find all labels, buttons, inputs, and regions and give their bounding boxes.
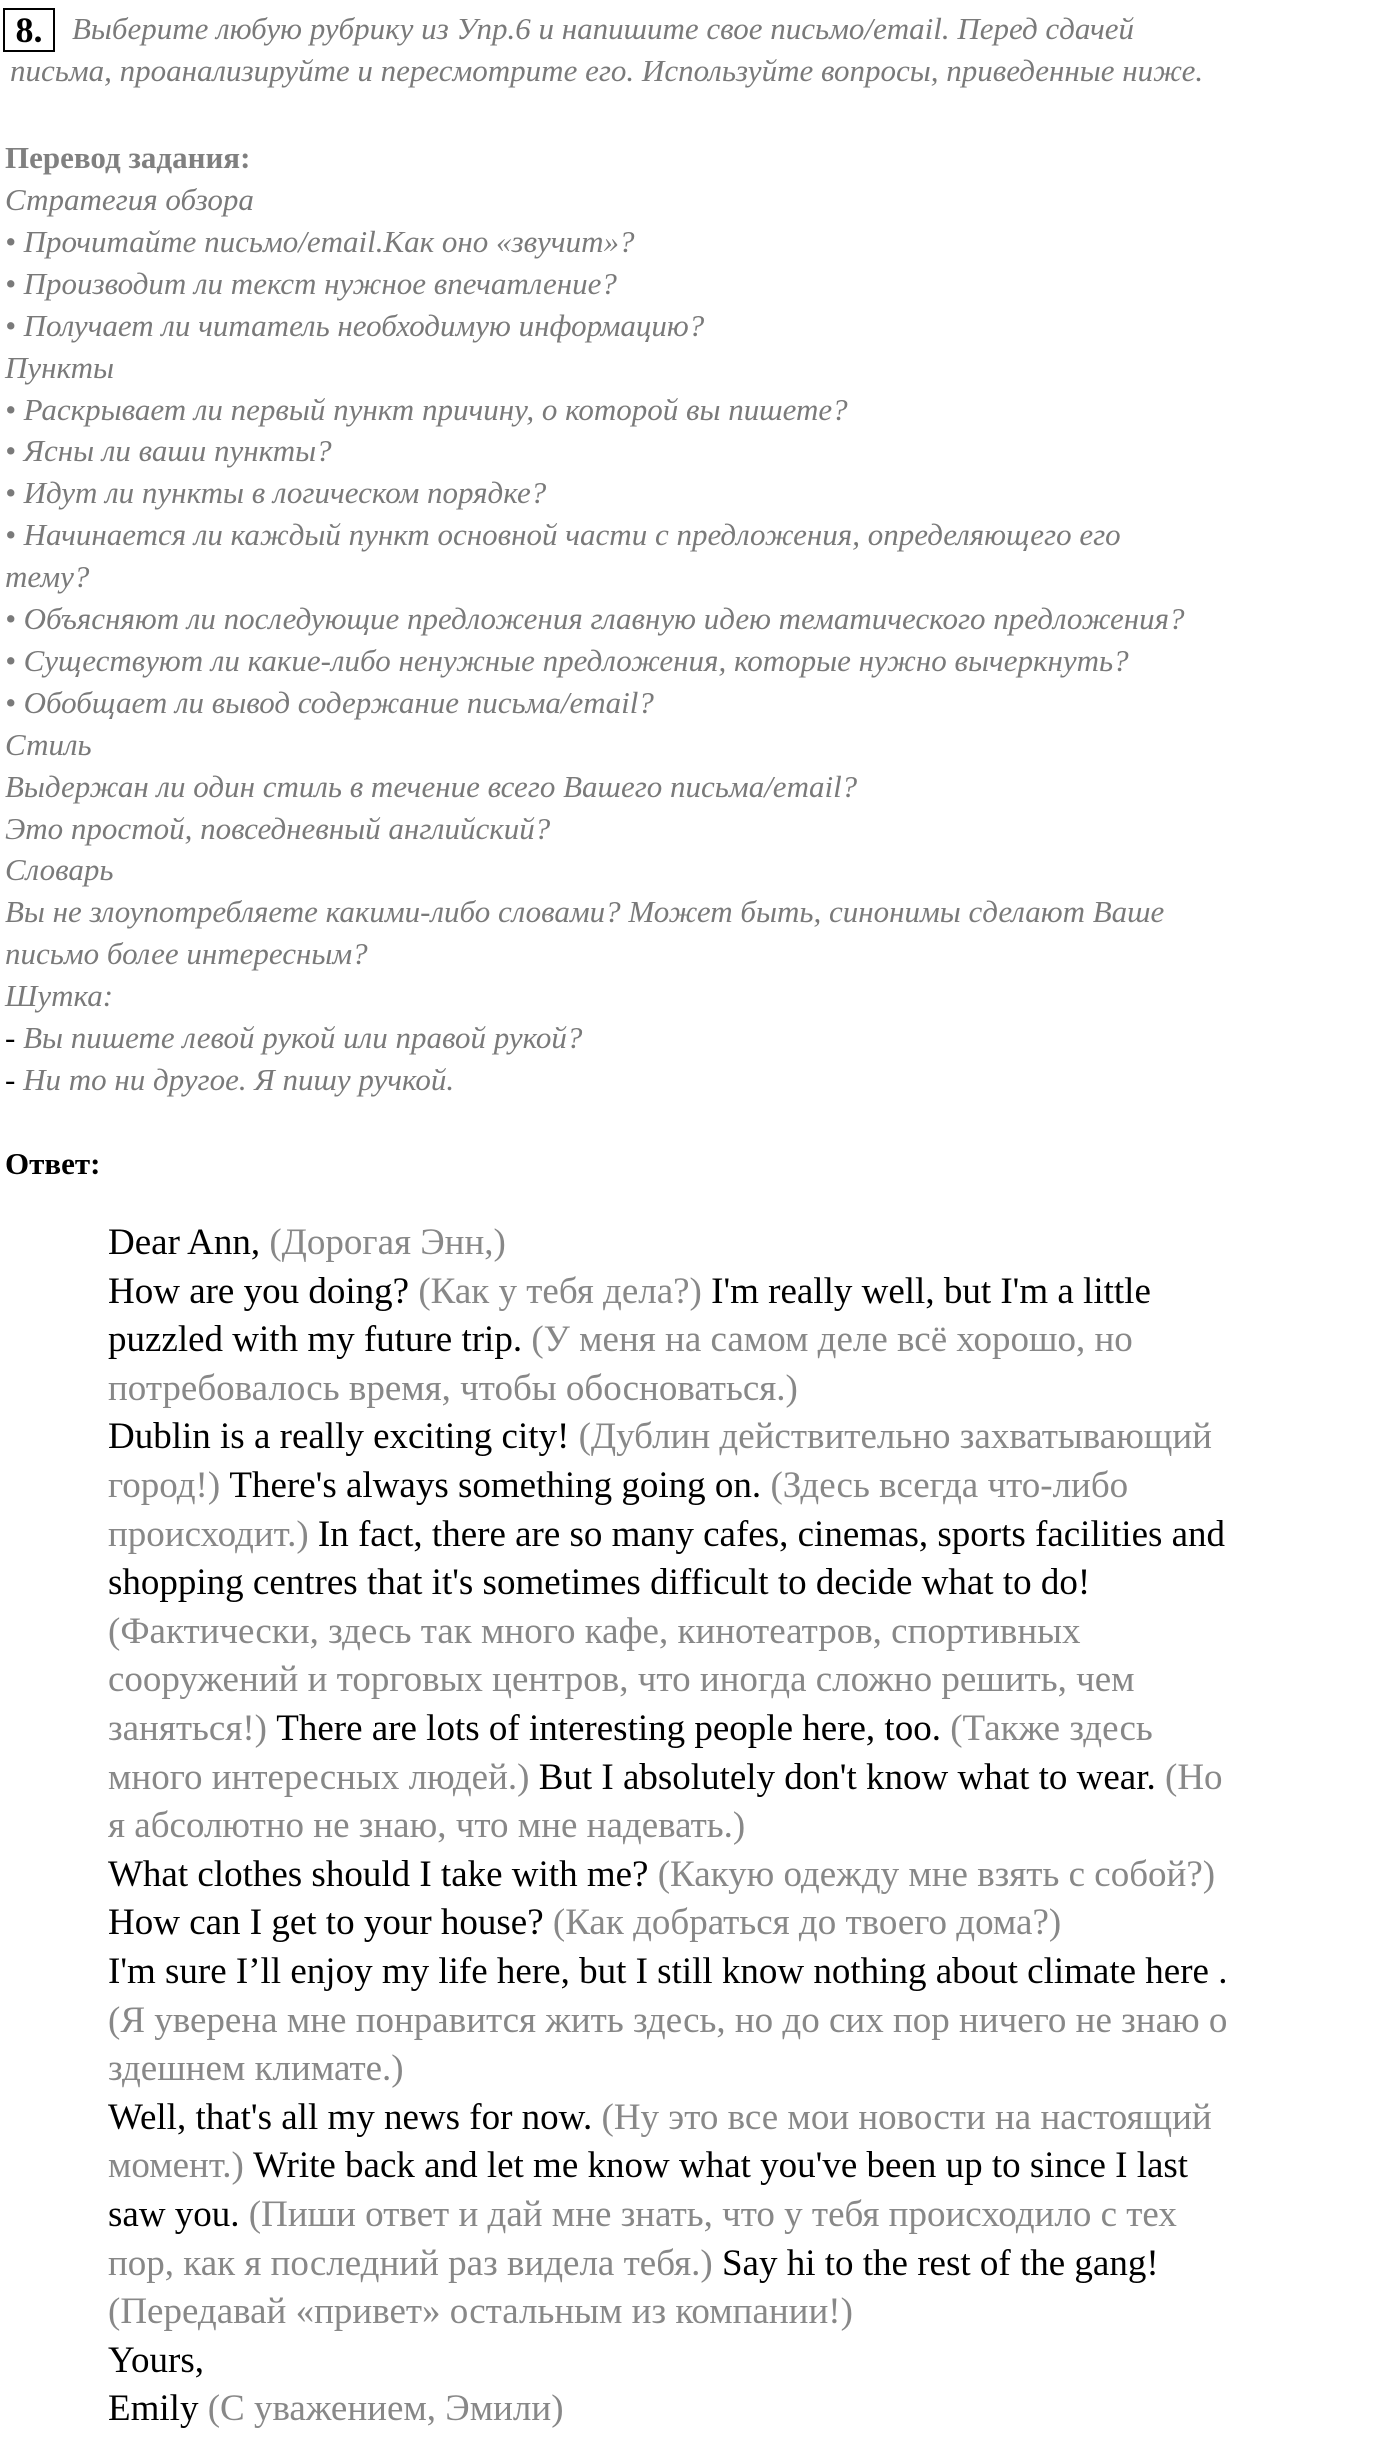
joke-dash: -	[5, 1020, 24, 1055]
english-text: puzzled with my future trip.	[108, 1319, 532, 1361]
joke-text: Вы пишете левой рукой или правой рукой?	[23, 1020, 583, 1055]
english-text: Dublin is a really exciting city!	[108, 1416, 579, 1458]
russian-translation: потребовалось время, чтобы обосноваться.)	[108, 1367, 798, 1409]
joke-line	[5, 1019, 582, 1057]
russian-translation: (Фактически, здесь так много кафе, кинотеатров, спортивных	[108, 1610, 1081, 1652]
answer-line	[108, 2290, 853, 2334]
answer-line	[108, 1999, 1227, 2043]
answer-label: Ответ:	[5, 1146, 101, 1181]
joke-line	[5, 1061, 454, 1099]
russian-translation: (У меня на самом деле всё хорошо, но	[531, 1319, 1133, 1361]
english-text: There's always something going on.	[229, 1465, 771, 1506]
russian-translation: (Также здесь	[950, 1708, 1153, 1749]
answer-line	[108, 1367, 798, 1411]
russian-translation: (Ну это все мои новости на настоящий	[601, 2096, 1212, 2138]
answer-line	[108, 1610, 1081, 1654]
russian-translation: я абсолютно не знаю, что мне надевать.)	[108, 1805, 746, 1847]
translation-line: письмо более интересным?	[5, 936, 368, 972]
english-text: I'm really well, but I'm a little	[711, 1270, 1151, 1312]
russian-translation: заняться!)	[108, 1708, 277, 1749]
answer-line	[108, 2144, 1188, 2188]
russian-translation: (Передавай «привет» остальным из компании!)	[108, 2291, 853, 2333]
answer-line	[108, 2193, 1177, 2237]
english-text: I'm sure I’ll enjoy my life here, but I still know nothing about climate here .	[108, 1951, 1228, 1992]
translation-line: Вы не злоупотребляете какими-либо словами? Может быть, синонимы сделают Ваше	[5, 894, 1165, 930]
translation-line: • Начинается ли каждый пункт основной части с предложения, определяющего его	[5, 517, 1121, 553]
answer-line	[108, 1221, 506, 1265]
russian-translation: (Дублин действительно захватывающий	[578, 1416, 1212, 1458]
exercise-number: 8.	[3, 8, 55, 52]
english-text: saw you.	[108, 2194, 249, 2235]
translation-line: Словарь	[5, 852, 114, 888]
answer-line	[108, 1415, 1212, 1459]
russian-translation: сооружений и торговых центров, что иногда сложно решить, чем	[108, 1659, 1135, 1701]
russian-translation: пор, как я последний раз видела тебя.)	[108, 2242, 722, 2284]
translation-line: Выдержан ли один стиль в течение всего Вашего письма/email?	[5, 768, 858, 804]
russian-translation: (С уважением, Эмили)	[207, 2388, 564, 2430]
joke-dash: -	[5, 1061, 24, 1097]
russian-translation: (Я уверена мне понравится жить здесь, но до сих пор ничего не знаю о	[108, 1999, 1228, 2041]
answer-line	[108, 2387, 564, 2431]
answer-line	[108, 1318, 1133, 1362]
translation-line: Стиль	[5, 726, 92, 762]
russian-translation: (Какую одежду мне взять с собой?)	[657, 1853, 1216, 1895]
russian-translation: (Пиши ответ и дай мне знать, что у тебя происходило с тех	[248, 2194, 1177, 2235]
joke-text: Ни то ни другое. Я пишу ручкой.	[23, 1061, 455, 1097]
english-text: There are lots of interesting people here, too.	[276, 1708, 951, 1749]
english-text: But I absolutely don't know what to wear.	[538, 1756, 1166, 1798]
translation-heading: Перевод задания:	[5, 140, 251, 175]
english-text: Write back and let me know what you've been up to since I last	[253, 2145, 1189, 2187]
answer-line	[108, 1270, 1151, 1314]
english-text: Say hi to the rest of the gang!	[721, 2242, 1159, 2284]
translation-line: Пункты	[5, 349, 114, 385]
answer-line	[108, 2339, 204, 2383]
russian-translation: (Но	[1165, 1756, 1223, 1798]
english-text: In fact, there are so many cafes, cinemas, sports facilities and	[317, 1513, 1226, 1555]
russian-translation: (Как добраться до твоего дома?)	[552, 1902, 1062, 1944]
russian-translation: город!)	[108, 1465, 230, 1506]
russian-translation: (Как у тебя дела?)	[418, 1270, 712, 1312]
translation-line: • Существуют ли какие-либо ненужные предложения, которые нужно вычеркнуть?	[5, 642, 1129, 678]
english-text: Well, that's all my news for now.	[108, 2096, 602, 2138]
answer-line	[108, 2242, 1159, 2286]
translation-line: Шутка:	[5, 978, 114, 1014]
translation-line: • Раскрывает ли первый пункт причину, о которой вы пишете?	[5, 391, 848, 427]
english-text: What clothes should I take with me?	[108, 1853, 658, 1895]
answer-line	[108, 2047, 404, 2091]
english-text: Yours,	[108, 2339, 204, 2381]
translation-line: • Идут ли пункты в логическом порядке?	[5, 475, 547, 511]
task-instruction-line: Выберите любую рубрику из Упр.6 и напишите свое письмо/email. Перед сдачей	[72, 11, 1135, 46]
answer-line	[108, 1464, 1128, 1508]
russian-translation: происходит.)	[108, 1513, 318, 1555]
answer-line	[108, 1853, 1215, 1897]
answer-line	[108, 1707, 1153, 1751]
translation-line: тему?	[5, 559, 90, 595]
task-instruction-line: письма, проанализируйте и пересмотрите его. Используйте вопросы, приведенные ниже.	[10, 53, 1204, 88]
russian-translation: (Дорогая Энн,)	[269, 1222, 506, 1263]
english-text: shopping centres that it's sometimes difficult to decide what to do!	[108, 1562, 1091, 1604]
russian-translation: много интересных людей.)	[108, 1756, 539, 1798]
translation-line: • Производит ли текст нужное впечатление?	[5, 265, 617, 301]
answer-line	[108, 1901, 1061, 1945]
answer-line	[108, 2096, 1212, 2140]
russian-translation: момент.)	[108, 2145, 254, 2187]
translation-line: • Объясняют ли последующие предложения главную идею тематического предложения?	[5, 601, 1185, 636]
translation-line: • Прочитайте письмо/email.Как оно «звучит»?	[5, 223, 635, 259]
translation-line: Это простой, повседневный английский?	[5, 810, 551, 846]
russian-translation: здешнем климате.)	[108, 2048, 404, 2090]
answer-line	[108, 1561, 1090, 1605]
answer-line	[108, 1658, 1135, 1702]
translation-line: • Ясны ли ваши пункты?	[5, 433, 332, 469]
russian-translation: (Здесь всегда что-либо	[770, 1465, 1129, 1506]
english-text: How can I get to your house?	[108, 1902, 553, 1944]
english-text: How are you doing?	[108, 1270, 419, 1312]
answer-line	[108, 1804, 745, 1848]
translation-line: Стратегия обзора	[5, 182, 254, 217]
answer-line	[108, 1756, 1223, 1800]
translation-line: • Обобщает ли вывод содержание письма/email?	[5, 684, 654, 720]
answer-line	[108, 1513, 1225, 1557]
translation-line: • Получает ли читатель необходимую информацию?	[5, 307, 705, 343]
english-text: Dear Ann,	[108, 1222, 270, 1263]
english-text: Emily	[108, 2388, 208, 2430]
answer-line	[108, 1950, 1227, 1994]
